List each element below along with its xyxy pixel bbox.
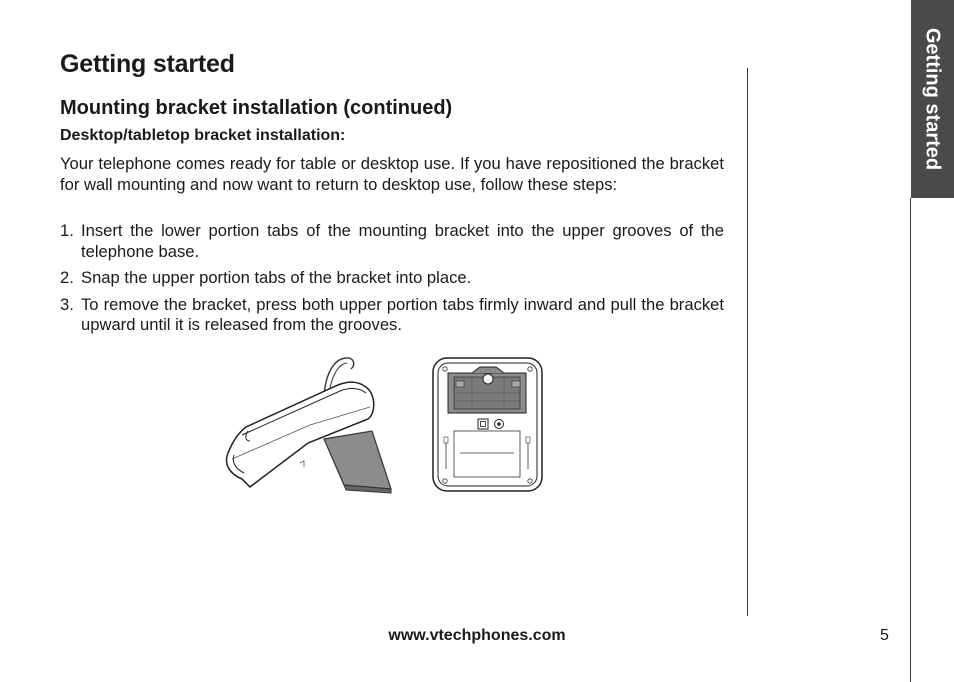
- footer-url: www.vtechphones.com: [388, 627, 566, 644]
- phone-base-bottom-illustration: [432, 357, 544, 493]
- step-text: Snap the upper portion tabs of the bracket into place.: [81, 268, 472, 287]
- steps-list: [60, 221, 724, 342]
- step-number: 2.: [60, 268, 74, 287]
- side-tab-label: Getting started: [921, 27, 944, 171]
- column-divider: [747, 68, 748, 616]
- step-text: To remove the bracket, press both upper portion tabs firmly inward and pull the bracket upward until it is released from the grooves.: [81, 294, 724, 334]
- section-heading: Mounting bracket installation (continued): [60, 97, 453, 119]
- list-item: [60, 268, 724, 289]
- intro-paragraph: Your telephone comes ready for table or desktop use. If you have repositioned the bracket for wall mounting and now want to return to desktop use, follow these steps:: [60, 154, 724, 194]
- list-item: [60, 295, 724, 336]
- step-number: 3.: [60, 294, 74, 314]
- phone-side-illustration: [220, 355, 395, 495]
- step-text: Insert the lower portion tabs of the mounting bracket into the upper grooves of the telephone base.: [81, 221, 724, 261]
- list-item: [60, 221, 724, 262]
- step-number: 1.: [60, 221, 74, 240]
- page-number: 5: [880, 627, 889, 644]
- page-edge-rule: [910, 198, 911, 682]
- page-title: Getting started: [60, 50, 235, 78]
- subheading: Desktop/tabletop bracket installation:: [60, 127, 346, 144]
